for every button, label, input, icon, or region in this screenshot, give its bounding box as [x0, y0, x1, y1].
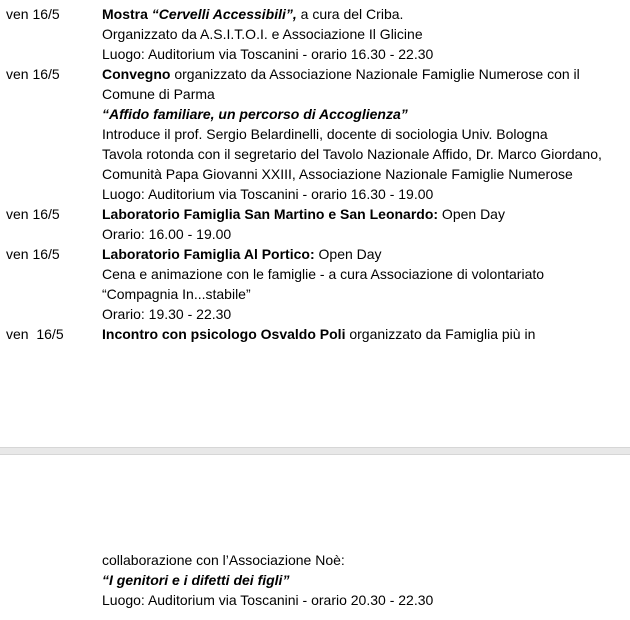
- event-title-suffix: organizzato da Famiglia più in: [345, 326, 536, 342]
- event-date: ven 16/5: [6, 66, 60, 82]
- event-organizer-continued: collaborazione con l’Associazione Noè:: [102, 552, 345, 568]
- event-time: Orario: 16.00 - 19.00: [102, 226, 232, 242]
- event-title-line: [102, 204, 630, 224]
- event-title: Laboratorio Famiglia Al Portico:: [102, 246, 315, 262]
- event-title-suffix: a cura del Criba.: [296, 6, 404, 22]
- event-organizer-text: organizzato da Associazione Nazionale Famiglie Numerose con il: [170, 66, 580, 82]
- event-title: Laboratorio Famiglia San Martino e San Leonardo:: [102, 206, 439, 222]
- event-type: Convegno: [102, 66, 171, 82]
- event-title-line: [102, 244, 630, 264]
- event-title: “Affido familiare, un percorso di Accoglienza”: [102, 106, 408, 122]
- event-description: Comunità Papa Giovanni XXIII, Associazione Nazionale Famiglie Numerose: [102, 166, 573, 182]
- event-location: Luogo: Auditorium via Toscanini - orario 16.30 - 22.30: [102, 46, 434, 62]
- event-description: “Compagnia In...stabile”: [102, 286, 251, 302]
- event-title-line: [102, 4, 630, 24]
- event-title: “Cervelli Accessibili”,: [151, 6, 297, 22]
- event-date: ven 16/5: [6, 246, 60, 262]
- event-date: ven 16/5: [6, 6, 60, 22]
- page-break: [0, 447, 630, 455]
- event-location: Luogo: Auditorium via Toscanini - orario 20.30 - 22.30: [102, 592, 434, 608]
- event-time: Orario: 19.30 - 22.30: [102, 306, 232, 322]
- event-title-line: [102, 64, 630, 84]
- event-description: Introduce il prof. Sergio Belardinelli, docente di sociologia Univ. Bologna: [102, 126, 548, 142]
- event-date: ven 16/5: [6, 206, 60, 222]
- event-title-suffix: Open Day: [314, 246, 382, 262]
- event-description: Tavola rotonda con il segretario del Tavolo Nazionale Affido, Dr. Marco Giordano,: [102, 146, 602, 162]
- event-title: Incontro con psicologo Osvaldo Poli: [102, 326, 346, 342]
- event-title-suffix: Open Day: [438, 206, 505, 222]
- event-date: ven 16/5: [6, 326, 64, 342]
- event-organizer-continued: Comune di Parma: [102, 86, 215, 102]
- event-type: Mostra: [102, 6, 152, 22]
- event-organizer: Organizzato da A.S.I.T.O.I. e Associazione Il Glicine: [102, 26, 423, 42]
- event-description: Cena e animazione con le famiglie - a cura Associazione di volontariato: [102, 266, 545, 282]
- event-location: Luogo: Auditorium via Toscanini - orario 16.30 - 19.00: [102, 186, 434, 202]
- event-title-line: [102, 324, 630, 344]
- document-page-2: [0, 455, 630, 620]
- event-title: “I genitori e i difetti dei figli”: [102, 572, 290, 588]
